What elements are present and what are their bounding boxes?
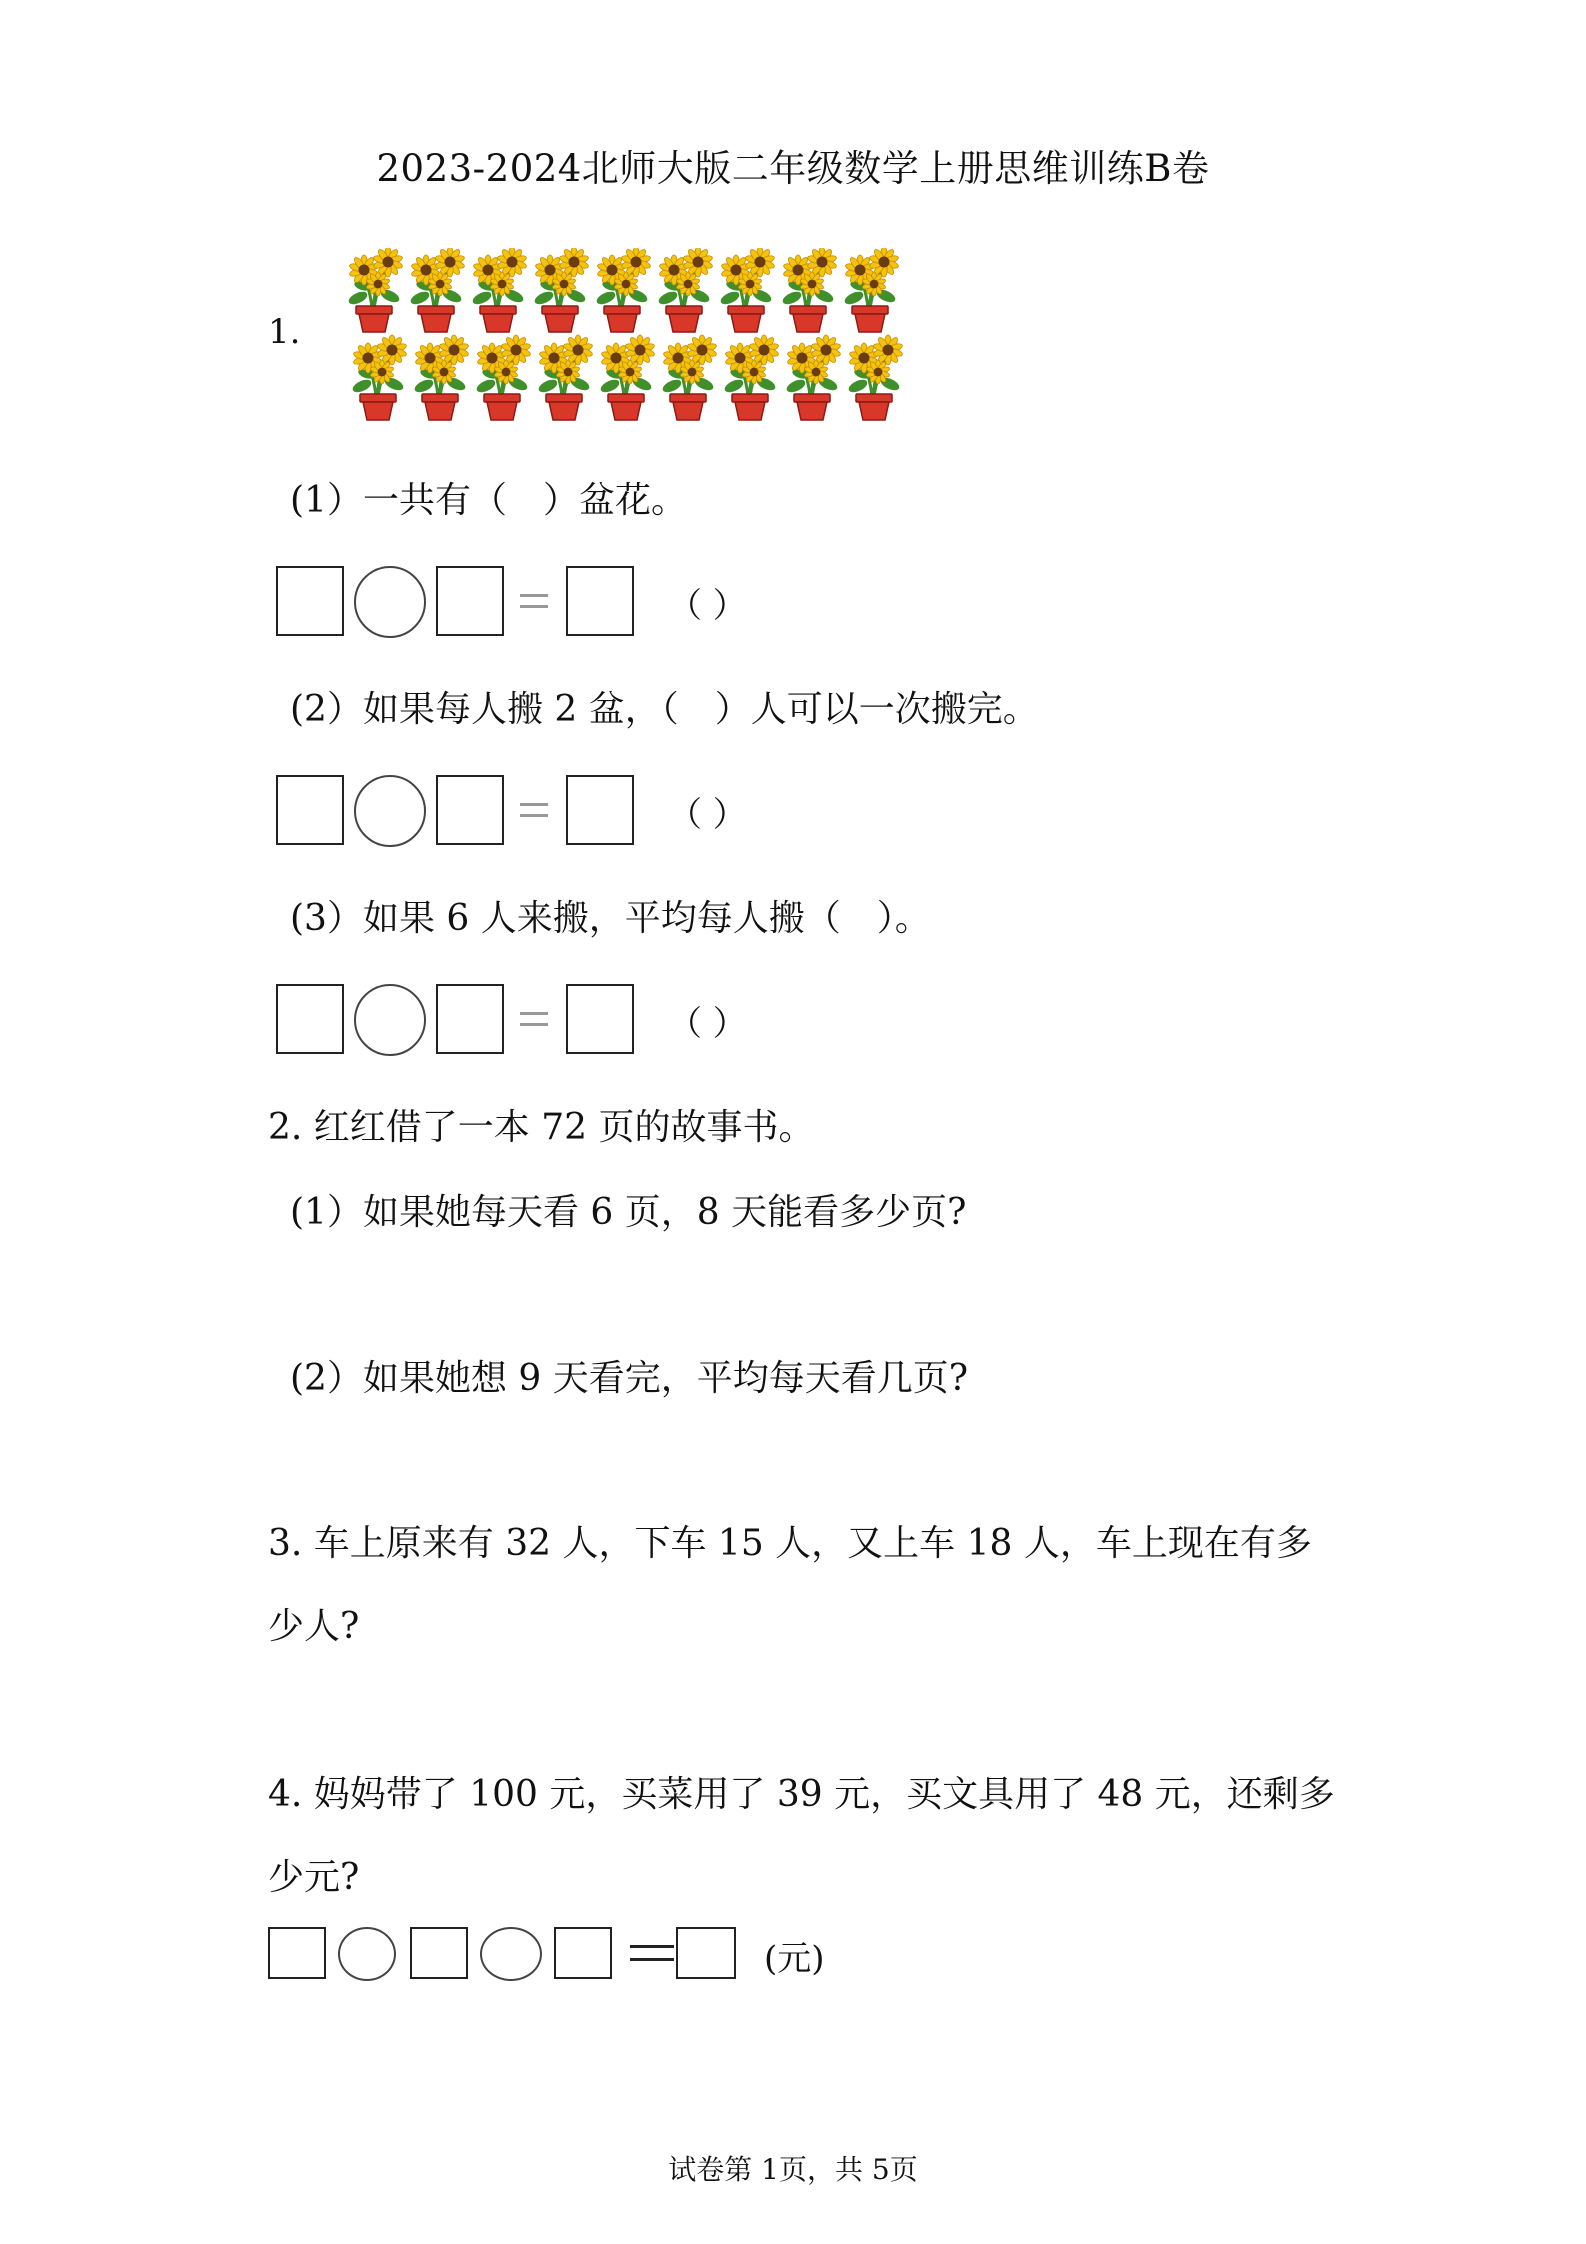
operator-circle[interactable] [480, 1927, 542, 1981]
sunflower-pot-icon [599, 335, 655, 420]
unit-yuan: (元) [764, 1939, 825, 1979]
question-4-line-2: 少元? [268, 1857, 360, 1898]
sunflower-pot-icon [595, 248, 651, 332]
unit-paren: （ ） [668, 795, 747, 835]
unit-paren: （ ） [668, 586, 747, 626]
page-title: 2023-2024北师大版二年级数学上册思维训练B卷 [376, 147, 1210, 190]
answer-box[interactable] [276, 775, 344, 845]
question-1-number: 1. [268, 312, 301, 352]
equals-sign [630, 1945, 674, 1961]
equation-row-2 [276, 775, 747, 849]
equals-sign [520, 1012, 548, 1026]
question-1-sub-2: (2）如果每人搬 2 盆，（ ）人可以一次搬完。 [290, 689, 1039, 730]
operator-circle[interactable] [338, 1927, 396, 1981]
question-2-sub-1: (1）如果她每天看 6 页，8 天能看多少页? [290, 1192, 967, 1233]
operator-circle[interactable] [354, 775, 426, 847]
sunflower-pot-icon [847, 335, 903, 420]
sunflower-pot-icon [785, 335, 841, 420]
sunflower-pot-icon [719, 248, 775, 332]
sunflower-pot-icon [471, 248, 527, 332]
sunflower-pot-icon [533, 248, 589, 332]
answer-box[interactable] [276, 566, 344, 636]
sunflower-pot-icon [657, 248, 713, 332]
question-2-sub-2: (2）如果她想 9 天看完，平均每天看几页? [290, 1358, 969, 1399]
question-3-line-1: 3. 车上原来有 32 人，下车 15 人，又上车 18 人，车上现在有多 [268, 1523, 1312, 1564]
sunflower-pot-icon [475, 335, 531, 420]
answer-box[interactable] [276, 984, 344, 1054]
sunflower-pot-icon [351, 335, 407, 420]
flower-pots-figure [342, 248, 908, 428]
answer-box[interactable] [436, 775, 504, 845]
equals-sign [520, 594, 548, 608]
answer-box[interactable] [566, 984, 634, 1054]
answer-box[interactable] [554, 1927, 612, 1979]
page-footer: 试卷第 1页，共 5页 [668, 2153, 918, 2186]
unit-paren: （ ） [668, 1004, 747, 1044]
answer-box[interactable] [436, 984, 504, 1054]
equation-row-1 [276, 566, 747, 640]
answer-box[interactable] [410, 1927, 468, 1979]
answer-box[interactable] [566, 775, 634, 845]
equation-row-4 [268, 1927, 848, 2001]
question-4-line-1: 4. 妈妈带了 100 元，买菜用了 39 元，买文具用了 48 元，还剩多 [268, 1774, 1335, 1815]
equation-row-3 [276, 984, 747, 1058]
operator-circle[interactable] [354, 566, 426, 638]
sunflower-pot-icon [413, 335, 469, 420]
question-1-sub-3: (3）如果 6 人来搬，平均每人搬（ ）。 [290, 898, 931, 939]
sunflower-pot-icon [661, 335, 717, 420]
answer-box[interactable] [268, 1927, 326, 1979]
sunflower-pot-icon [781, 248, 837, 332]
sunflower-pot-icon [537, 335, 593, 420]
question-2-text: 2. 红红借了一本 72 页的故事书。 [268, 1107, 815, 1148]
answer-box[interactable] [566, 566, 634, 636]
sunflower-pot-icon [347, 248, 403, 332]
sunflower-pot-icon [409, 248, 465, 332]
question-1-sub-1: (1）一共有（ ）盆花。 [290, 480, 687, 521]
sunflower-pot-icon [723, 335, 779, 420]
answer-box[interactable] [676, 1927, 736, 1979]
answer-box[interactable] [436, 566, 504, 636]
sunflower-pot-icon [843, 248, 899, 332]
question-3-line-2: 少人? [268, 1606, 360, 1647]
equals-sign [520, 803, 548, 817]
operator-circle[interactable] [354, 984, 426, 1056]
